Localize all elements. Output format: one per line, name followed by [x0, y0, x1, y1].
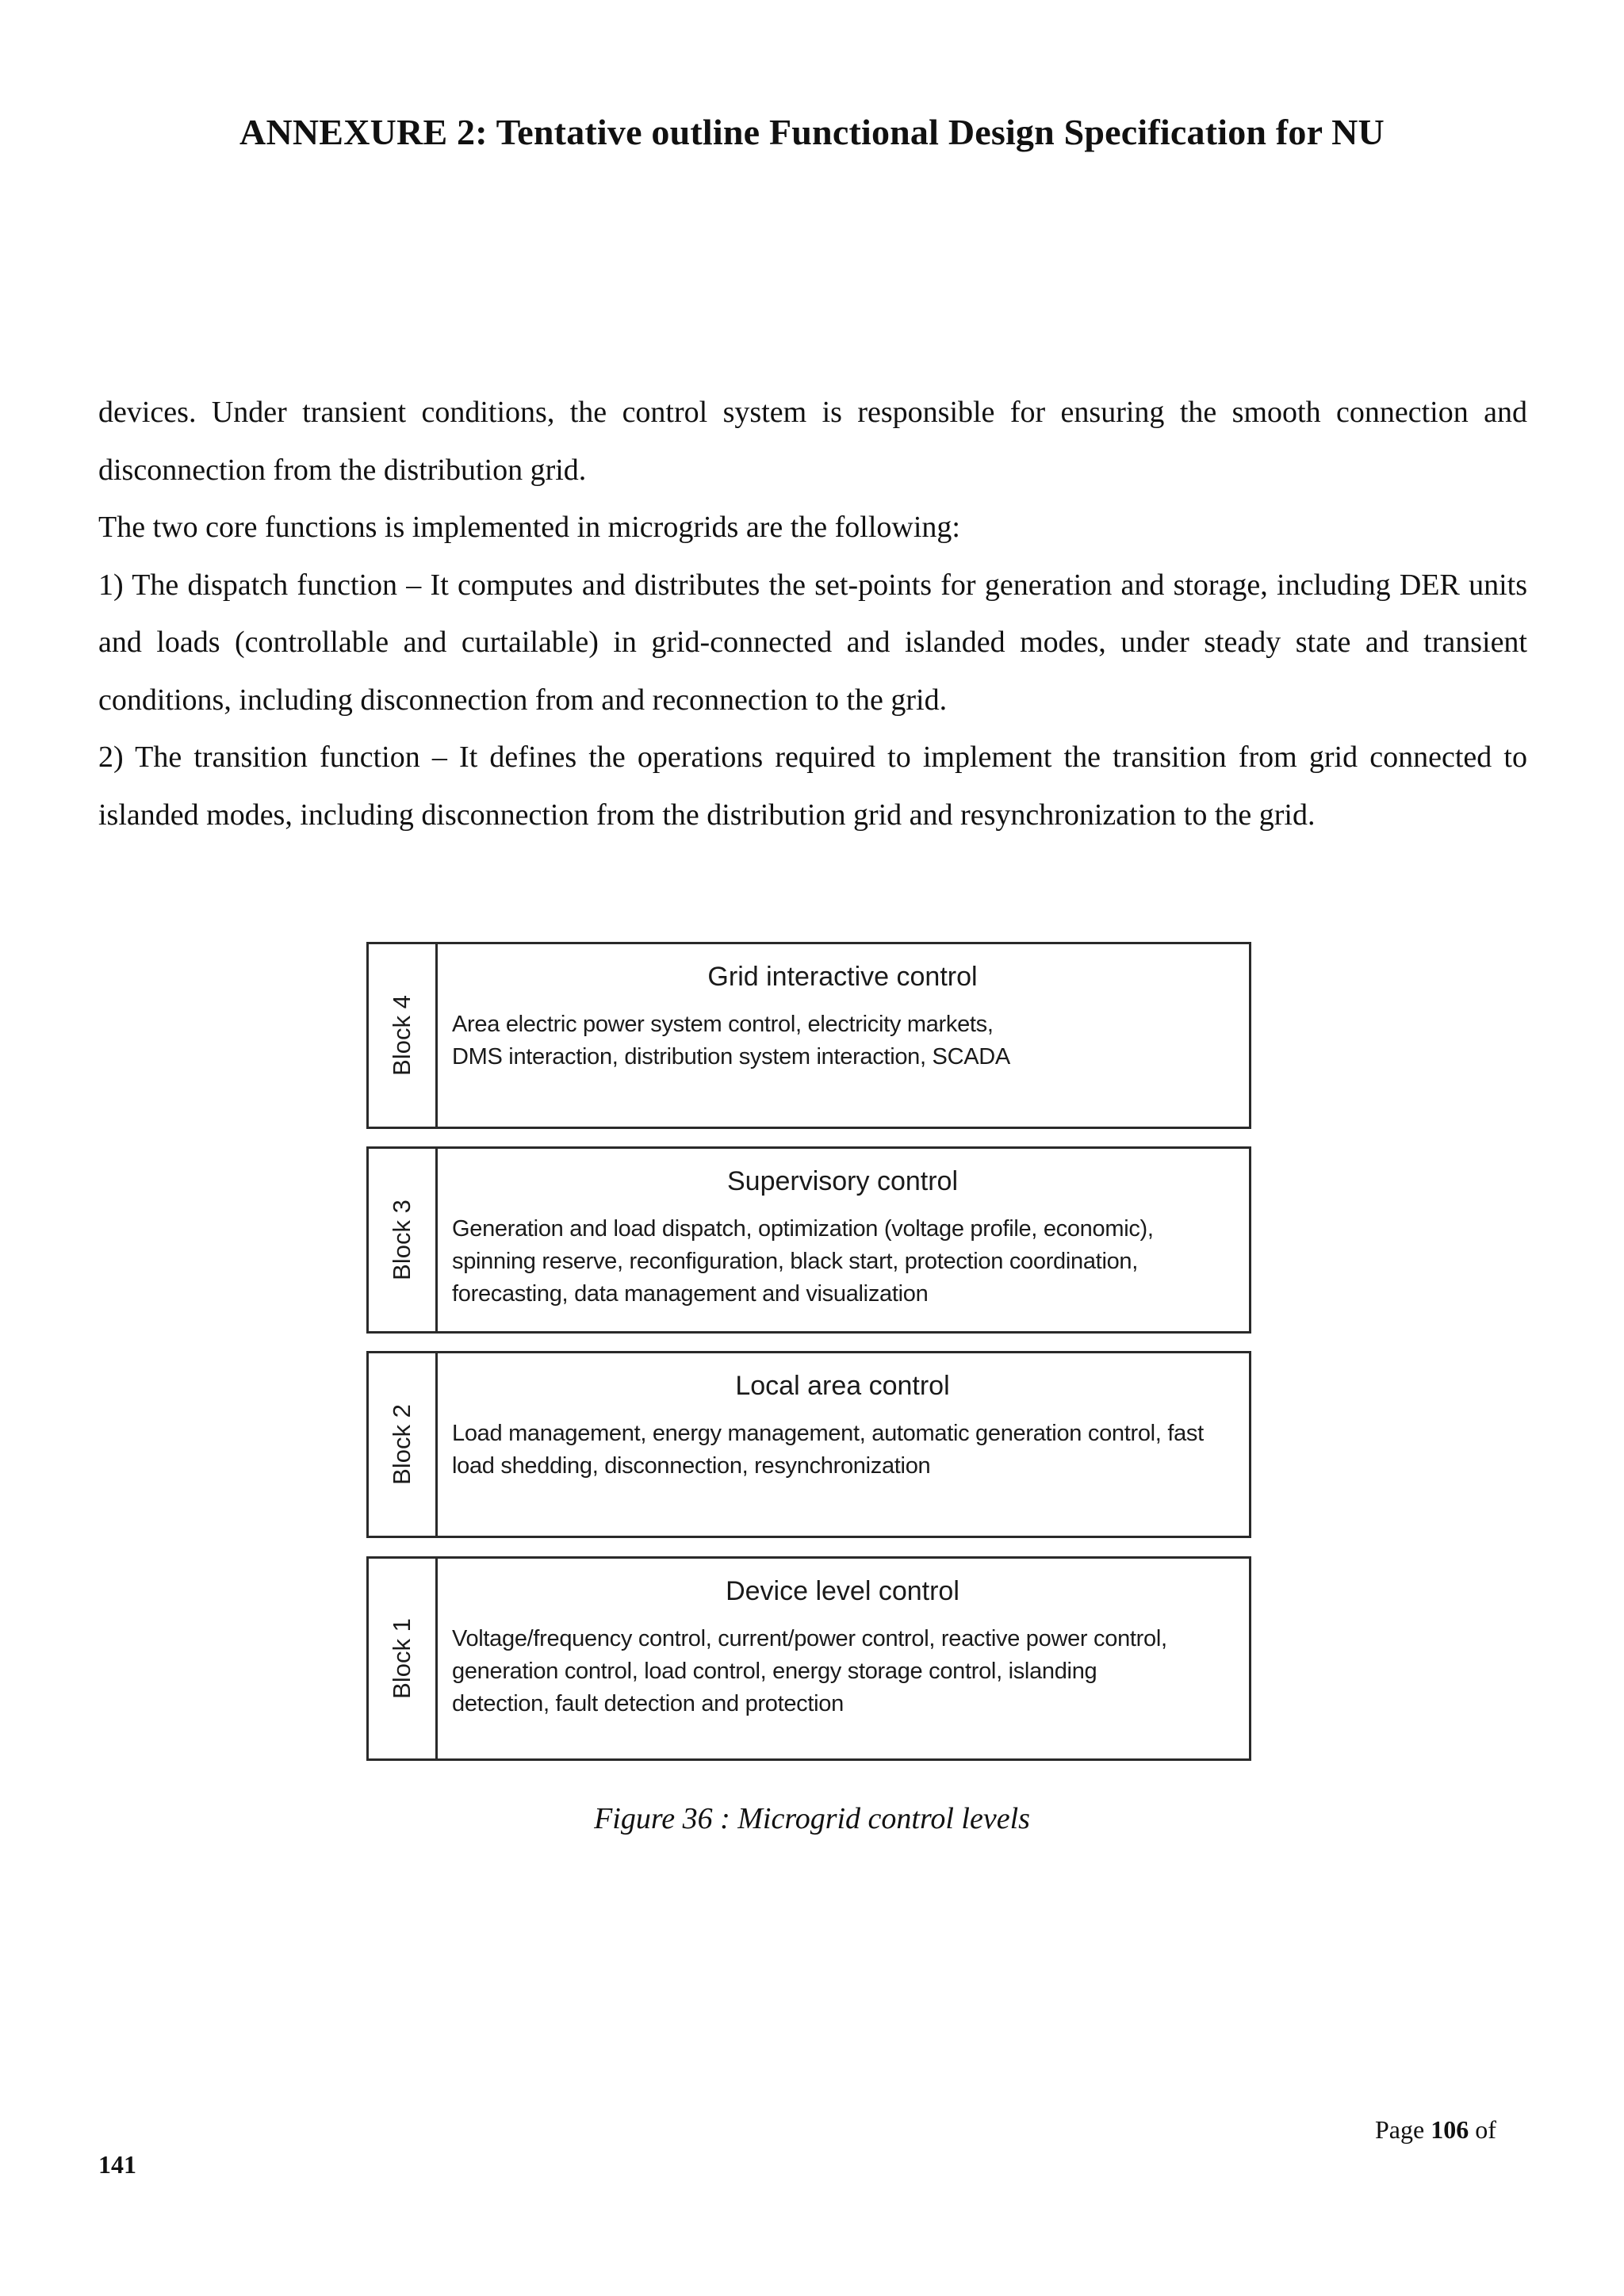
block-description: Voltage/frequency control, current/power control, reactive power control, generation control, load control, energy storage control, islanding detection, fault detection and protection [452, 1626, 1167, 1716]
block-description: Load management, energy management, automatic generation control, fast load shedding, disconnection, resynchronization [452, 1421, 1204, 1479]
page-number: 106 [1431, 2115, 1469, 2144]
page-number-footer [1375, 2115, 1496, 2145]
body-text [98, 384, 1527, 844]
block-title: Supervisory control [726, 1166, 958, 1196]
figure-caption: Figure 36 : Microgrid control levels [594, 1802, 1030, 1835]
block-label: Block 1 [388, 1618, 416, 1699]
block-title: Grid interactive control [707, 962, 978, 992]
page-prefix: Page [1375, 2115, 1431, 2144]
block-label: Block 3 [388, 1200, 416, 1280]
block-3 [366, 1146, 1251, 1334]
block-1 [366, 1556, 1251, 1761]
block-title: Local area control [735, 1371, 950, 1401]
block-description: Generation and load dispatch, optimization (voltage profile, economic), spinning reserve, reconfiguration, black start, protection coordination, forecasting, data management and visualization [452, 1216, 1154, 1307]
page-of: of [1469, 2115, 1496, 2144]
block-2 [366, 1351, 1251, 1538]
block-title: Device level control [726, 1576, 959, 1606]
block-label: Block 4 [388, 995, 416, 1076]
paragraph-transition-function: 2) The transition function – It defines the operations required to implement the transition from grid connected to islanded modes, including disconnection from the distribution grid and resynchronization to the grid. [98, 740, 1527, 832]
block-description: Area electric power system control, electricity markets, DMS interaction, distribution system interaction, SCADA [452, 1012, 1010, 1070]
paragraph-transient: devices. Under transient conditions, the control system is responsible for ensuring the smooth connection and disconnection from the distribution grid. [98, 396, 1527, 487]
paragraph-dispatch-function: 1) The dispatch function – It computes and distributes the set-points for generation and storage, including DER units and loads (controllable and curtailable) in grid-connected and islanded modes, under steady state and transient conditions, including disconnection from and reconnection to the grid. [98, 568, 1527, 717]
page-title: ANNEXURE 2: Tentative outline Functional Design Specification for NU [239, 112, 1385, 152]
paragraph-core-functions-intro: The two core functions is implemented in microgrids are the following: [98, 511, 960, 544]
block-label: Block 2 [388, 1404, 416, 1485]
total-pages: 141 [98, 2150, 136, 2179]
block-4 [366, 942, 1251, 1129]
